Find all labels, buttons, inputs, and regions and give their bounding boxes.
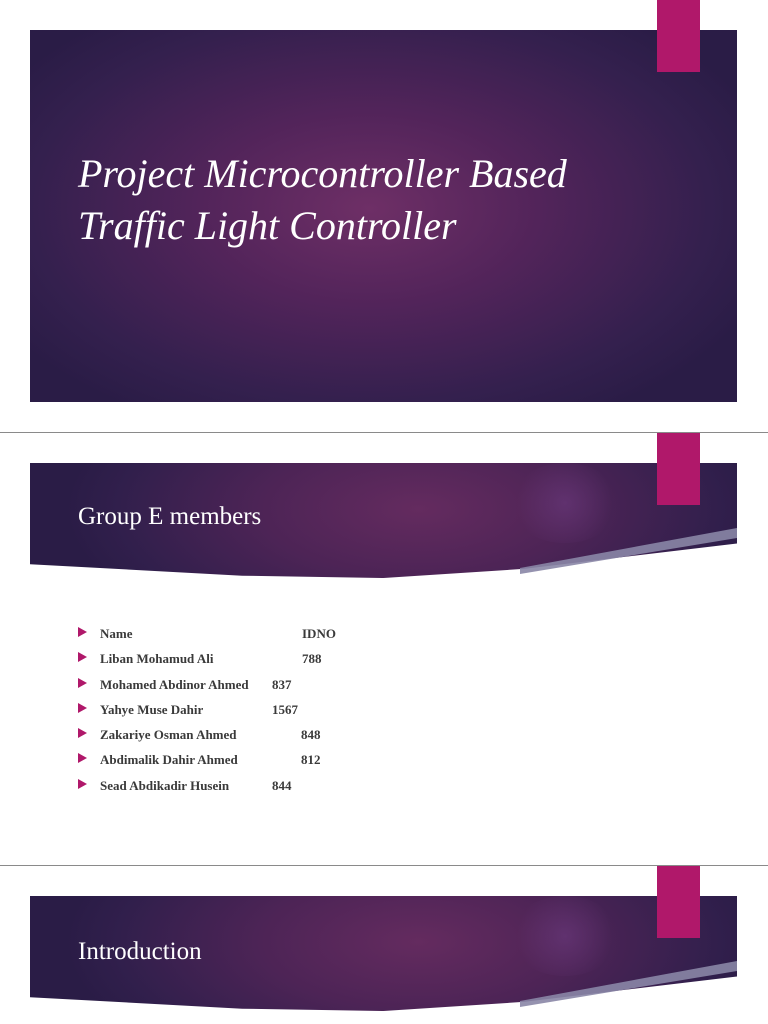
bullet-arrow-icon [78,652,87,662]
bullet-arrow-icon [78,728,87,738]
bullet-arrow-icon [78,627,87,637]
member-id: IDNO [302,626,336,641]
bullet-arrow-icon [78,779,87,789]
member-id: 1567 [272,701,298,717]
accent-tab [657,433,700,505]
member-name: Liban Mohamud Ali [100,651,214,667]
member-name: Mohamed Abdinor Ahmed [100,676,249,692]
member-id: 788 [302,651,322,667]
bullet-arrow-icon [78,753,87,763]
section-title: Introduction [78,938,202,965]
member-name: Yahye Muse Dahir [100,701,204,717]
member-name: Sead Abdikadir Husein [100,777,230,793]
member-name: Zakariye Osman Ahmed [100,727,237,743]
accent-tab [657,0,700,72]
member-name: Name [100,626,133,641]
member-id: 844 [272,777,292,793]
header-glow [510,896,620,976]
member-id: 837 [272,676,292,692]
bullet-arrow-icon [78,703,87,713]
accent-tab [657,866,700,938]
slide-title-line-2: Traffic Light Controller [78,203,457,248]
bullet-arrow-icon [78,678,87,688]
members-slide [0,433,768,865]
header-glow [510,463,620,543]
member-id: 812 [301,752,321,768]
member-id: 848 [301,727,321,743]
member-name: Abdimalik Dahir Ahmed [100,752,238,768]
slide-title [78,148,678,252]
slide-title-line-1: Project Microcontroller Based [78,151,567,196]
title-slide [0,0,768,432]
section-title: Group E members [78,503,262,530]
introduction-slide [0,866,768,1024]
